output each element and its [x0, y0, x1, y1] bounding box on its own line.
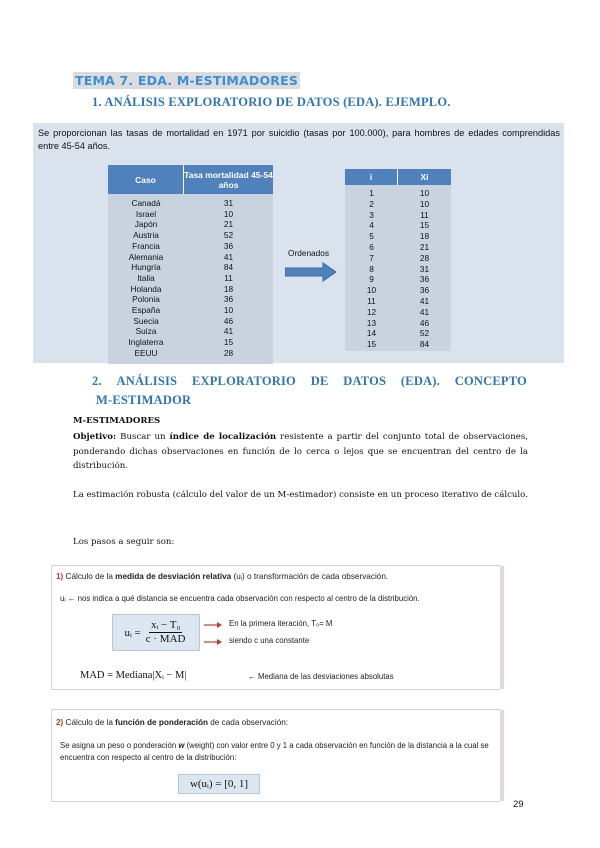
table-cell-sorted: 36	[419, 274, 430, 285]
step-2-box	[51, 709, 501, 802]
section-2-heading-word: 2.	[92, 374, 102, 388]
table-cell-index: 14	[366, 328, 377, 339]
mad-note: ← Mediana de las desviaciones absolutas	[248, 672, 394, 681]
table-cell-country: Israel	[135, 208, 157, 219]
table-cell-sorted: 10	[419, 198, 430, 209]
table-cell-sorted: 41	[419, 306, 430, 317]
objetivo-paragraph: Objetivo: Buscar un índice de localización resistente a partir del conjunto total de observaciones, ponderando dichas observaciones en función de lo cerca o lejos que se encuentran del centro de la distribución.	[73, 432, 528, 472]
table-cell-rate: 18	[223, 283, 234, 294]
sorted-column	[398, 188, 451, 350]
ordered-label: Ordenados	[288, 248, 330, 258]
table-cell-sorted: 28	[419, 252, 430, 263]
table-cell-sorted: 31	[419, 263, 430, 274]
section-2-heading-word: CONCEPTO	[454, 374, 527, 388]
country-column	[108, 198, 184, 359]
table-cell-country: Suecia	[133, 315, 159, 326]
table-cell-index: 11	[367, 295, 376, 306]
constant-note: siendo c una constante	[229, 636, 310, 645]
mad-formula: MAD = Mediana|Xᵢ − M|	[80, 670, 187, 681]
table-cell-rate: 84	[223, 262, 234, 273]
table-cell-rate: 36	[223, 294, 234, 305]
table-cell-country: Hungría	[131, 262, 161, 273]
table-cell-index: 8	[369, 263, 374, 274]
table-cell-index: 4	[369, 220, 374, 231]
table-cell-index: 6	[369, 241, 374, 252]
table-cell-index: 12	[366, 306, 377, 317]
table-cell-rate: 11	[224, 272, 233, 283]
table-cell-sorted: 18	[419, 231, 430, 242]
table-cell-rate: 41	[223, 326, 234, 337]
section-2-heading-line2: M-ESTIMADOR	[96, 393, 192, 407]
step-1-title: 1) Cálculo de la medida de desviación relativa (uᵢ) o transformación de cada observación.	[56, 572, 389, 581]
example-panel	[33, 123, 564, 363]
section-2-heading-word: ANÁLISIS	[116, 374, 178, 388]
section-2-heading-word: DATOS	[343, 374, 387, 388]
table-cell-index: 7	[369, 252, 374, 263]
table-cell-country: Austria	[133, 230, 159, 241]
table-cell-index: 2	[369, 198, 374, 209]
mortality-table	[108, 165, 273, 364]
index-column	[345, 188, 398, 350]
step-2-title: 2) Cálculo de la función de ponderación de cada observación:	[56, 718, 289, 727]
table-cell-sorted: 41	[419, 295, 430, 306]
first-iteration-note: En la primera iteración, T₀= M	[229, 619, 333, 628]
step-1-explanation: uᵢ ← nos indica a qué distancia se encuentra cada observación con respecto al centro de la distribución.	[60, 594, 420, 603]
table-cell-country: Alemania	[128, 251, 164, 262]
table-cell-index: 13	[366, 317, 377, 328]
table-cell-rate: 36	[223, 240, 234, 251]
table-cell-rate: 10	[223, 208, 234, 219]
table-cell-rate: 31	[223, 198, 234, 208]
table-cell-rate: 46	[223, 315, 234, 326]
table-cell-index: 1	[369, 188, 374, 198]
table-cell-rate: 52	[223, 230, 234, 241]
table-cell-sorted: 11	[420, 209, 429, 220]
section-2-heading-word: EXPLORATORIO	[191, 374, 296, 388]
table-cell-index: 10	[366, 285, 377, 296]
table-cell-sorted: 52	[419, 328, 430, 339]
table-cell-sorted: 84	[419, 339, 430, 350]
example-intro-text: Se proporcionan las tasas de mortalidad en 1971 por suicidio (tasas por 100.000), para hombres de edades comprendidas entre 45-54 años.	[38, 128, 560, 151]
right-arrow-icon	[285, 262, 337, 282]
table-cell-index: 3	[369, 209, 374, 220]
column-header-i: i	[345, 169, 398, 185]
step-1-box	[51, 565, 501, 690]
column-header-xi: Xi	[398, 169, 451, 185]
table-cell-rate: 28	[223, 347, 234, 358]
table-cell-sorted: 36	[419, 285, 430, 296]
chapter-title: TEMA 7. EDA. M-ESTIMADORES	[75, 73, 299, 88]
column-header-caso: Caso	[108, 165, 184, 194]
steps-intro: Los pasos a seguir son:	[73, 537, 175, 547]
table-cell-country: EEUU	[134, 347, 158, 358]
section-2-heading-word: (EDA).	[400, 374, 440, 388]
table-cell-sorted: 15	[419, 220, 430, 231]
table-cell-sorted: 21	[419, 241, 430, 252]
table-cell-rate: 10	[223, 305, 234, 316]
table-cell-country: Francia	[132, 240, 160, 251]
table-cell-index: 15	[366, 339, 377, 350]
table-cell-sorted: 46	[419, 317, 430, 328]
table-cell-country: España	[131, 305, 161, 316]
table-cell-country: Italia	[137, 272, 155, 283]
red-arrow-icon	[204, 622, 222, 628]
table-cell-sorted: 10	[419, 188, 430, 198]
column-header-tasa: Tasa mortalidad 45-54 años	[184, 165, 273, 194]
table-cell-index: 5	[369, 231, 374, 242]
table-cell-country: Suiza	[135, 326, 157, 337]
robust-estimation-paragraph: La estimación robusta (cálculo del valor de un M-estimador) consiste en un proceso iterativo de cálculo.	[73, 490, 528, 500]
table-cell-rate: 41	[223, 251, 234, 262]
table-cell-country: Japón	[134, 219, 158, 230]
weight-formula: w(uᵢ) = [0, 1]	[178, 774, 260, 794]
rate-column	[184, 198, 273, 359]
section-2-heading-word: DE	[310, 374, 329, 388]
table-cell-index: 9	[369, 274, 374, 285]
page-number: 29	[513, 799, 524, 810]
objetivo-label: Objetivo:	[73, 432, 117, 442]
table-cell-country: Canadá	[131, 198, 161, 208]
table-cell-rate: 15	[223, 337, 234, 348]
table-cell-country: Holanda	[130, 283, 162, 294]
step-2-explanation: Se asigna un peso o ponderación w (weight) con valor entre 0 y 1 a cada observación en función de la distancia a la cual se encuentra con respecto al centro de la distribución:	[60, 741, 489, 762]
u-formula: uᵢ = $\frac{\text{xᵢ − T₀}}{\text{c · MAD}}$	[112, 614, 200, 651]
red-arrow-icon	[204, 639, 222, 645]
table-cell-rate: 21	[223, 219, 234, 230]
section-1-heading: 1. ANÁLISIS EXPLORATORIO DE DATOS (EDA). EJEMPLO.	[92, 95, 451, 109]
sorted-table	[345, 169, 451, 351]
m-estimadores-title: M-ESTIMADORES	[73, 416, 161, 426]
table-cell-country: Polonia	[132, 294, 160, 305]
table-cell-country: Inglaterra	[128, 337, 164, 348]
section-2-heading	[92, 372, 527, 410]
